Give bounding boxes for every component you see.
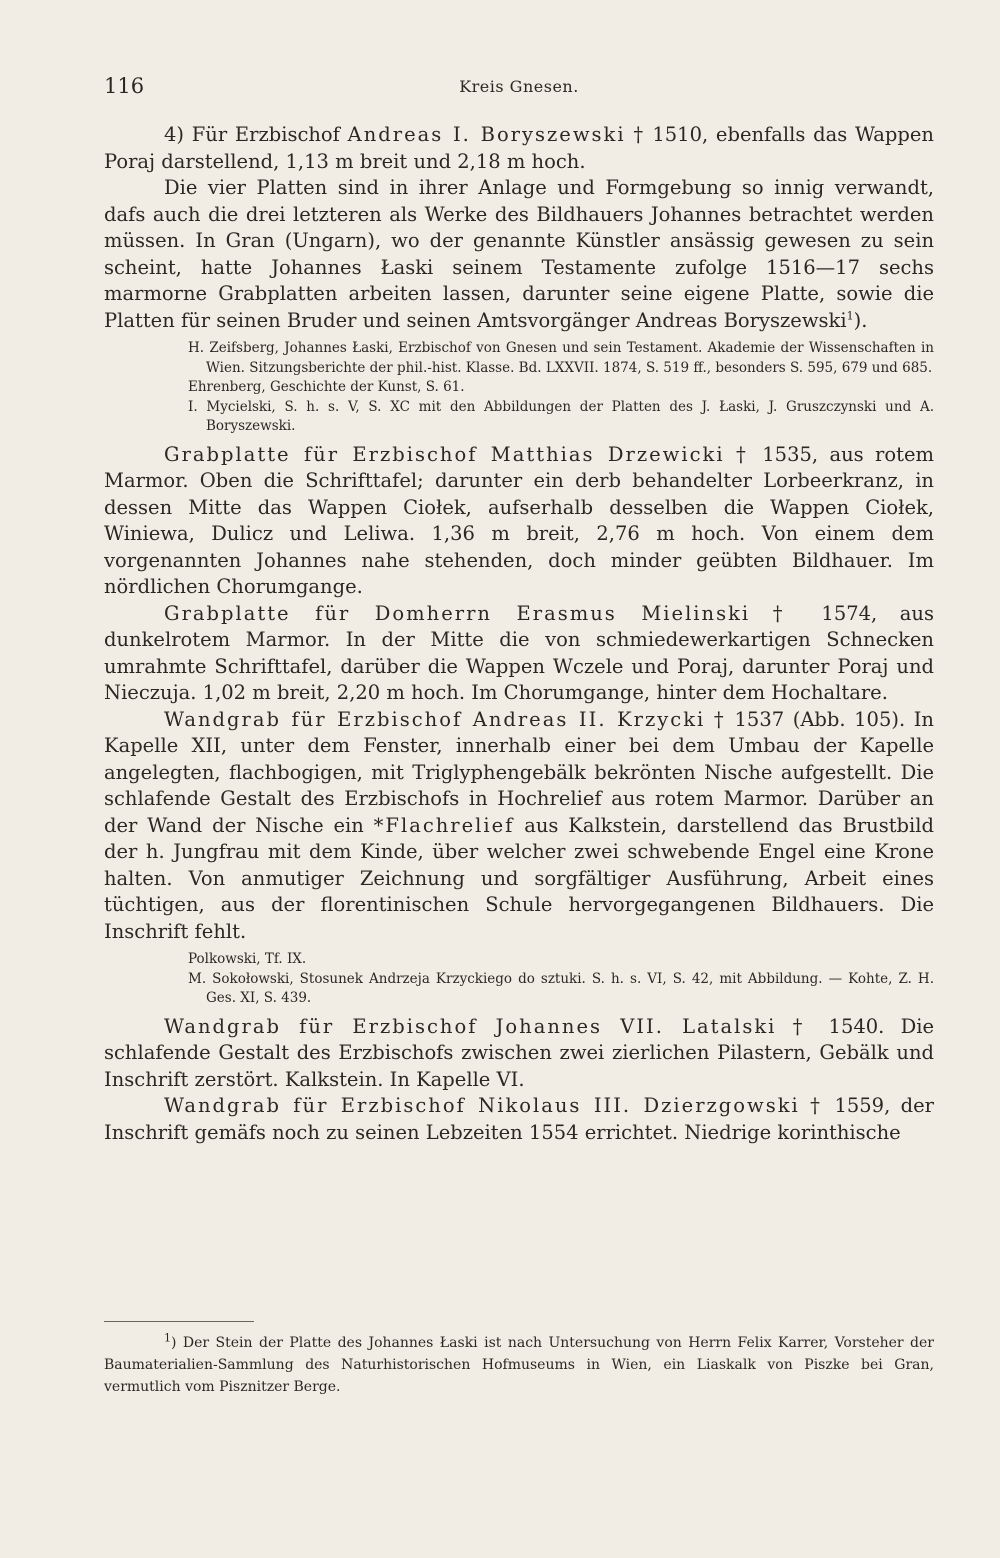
page-number: 116 xyxy=(104,74,145,98)
footnote xyxy=(104,1332,934,1398)
paragraph-mielinski xyxy=(104,601,934,707)
paragraph-latalski xyxy=(104,1014,934,1094)
footnote-text: ) Der Stein der Platte des Johannes Łaski ist nach Untersuchung von Herrn Felix Karrer, Vorsteher der Baumaterialien-Sammlung des Naturhistorischen Hofmuseums in Wien, ein Liaskalk von Piszke bei Gran, vermutlich vom Pisznitzer Berge. xyxy=(104,1335,934,1395)
text-span: † 1574, aus dunkelrotem Marmor. In der Mitte die von schmiedewerkartigen Schnecken umrahmte Schrifttafel, darüber die Wappen Wczele und Poraj, darunter Poraj und Nieczuja. 1,02 m breit, 2,20 m hoch. Im Chorumgange, hinter dem Hochaltare. xyxy=(104,601,934,704)
reference-item: Polkowski, Tf. IX. xyxy=(188,951,307,967)
paragraph-boryszewski xyxy=(104,122,934,175)
spaced-name: Grabplatte für Erzbischof Matthias Drzewicki xyxy=(164,442,725,466)
running-head: Kreis Gnesen. xyxy=(459,77,579,96)
text-span: aus Kalkstein, darstellend das Brustbild der h. Jungfrau mit dem Kinde, über welcher zwei schwebende Engel eine Krone halten. Von anmutiger Zeichnung und sorgfältiger Ausführung, Arbeit eines tüchtigen, aus der florentinischen Schule hervorgegangenen Bildhauers. Die Inschrift fehlt. xyxy=(104,813,934,943)
spaced-name: Andreas I. Boryszewski xyxy=(347,123,626,146)
spaced-name: Grabplatte für Domherrn Erasmus Mielinski xyxy=(164,601,751,625)
reference-item: I. Mycielski, S. h. s. V, S. XC mit den Abbildungen der Platten des J. Łaski, J. Gruszczynski und A. Boryszewski. xyxy=(188,398,934,434)
text-span: † 1540. Die schlafende Gestalt des Erzbischofs zwischen zwei zierlichen Pilastern, Gebälk und Inschrift zerstört. Kalkstein. In Kapelle VI. xyxy=(104,1014,934,1091)
footnote-divider xyxy=(104,1321,254,1322)
spaced-name: Wandgrab für Erzbischof Nikolaus III. Dzierzgowski xyxy=(164,1094,800,1117)
page-header xyxy=(104,74,934,104)
paragraph-dzierzgowski xyxy=(104,1093,934,1146)
spaced-name: Wandgrab für Erzbischof Johannes VII. Latalski xyxy=(164,1014,777,1038)
footnote-marker: 1 xyxy=(164,1331,171,1345)
text-span: † 1535, aus rotem Marmor. Oben die Schrifttafel; darunter ein derb behandelter Lorbeerkranz, in dessen Mitte das Wappen Ciołek, aufserhalb desselben die Wappen Ciołek, Winiewa, Dulicz und Leliwa. 1,36 m breit, 2,76 m hoch. Von einem dem vorgenannten Johannes nahe stehenden, doch minder geübten Bildhauer. Im nördlichen Chorumgange. xyxy=(104,442,934,598)
text-span: † 1510, ebenfalls das Wappen Poraj darstellend, 1,13 m breit und 2,18 m hoch. xyxy=(104,123,934,173)
paragraph-drzewicki xyxy=(104,442,934,601)
paragraph-four-plates xyxy=(104,175,934,334)
spaced-name: Wandgrab für Erzbischof Andreas II. Krzycki xyxy=(164,707,706,731)
text-span: Die vier Platten sind in ihrer Anlage und Formgebung so innig verwandt, dafs auch die drei letzteren als Werke des Bildhauers Johannes betrachtet werden müssen. In Gran (Ungarn), wo der genannte Künstler ansässig gewesen zu sein scheint, hatte Johannes Łaski seinem Testamente zufolge 1516—17 sechs marmorne Grabplatten arbeiten lassen, darunter seine eigene Platte, sowie die Platten für seinen Bruder und seinen Amtsvorgänger Andreas Boryszewski xyxy=(104,176,934,332)
reference-item: M. Sokołowski, Stosunek Andrzeja Krzyckiego do sztuki. S. h. s. VI, S. 42, mit Abbildung. — Kohte, Z. H. Ges. XI, S. 439. xyxy=(188,970,934,1006)
footnote-ref[interactable]: 1 xyxy=(846,309,854,322)
reference-item: Ehrenberg, Geschichte der Kunst, S. 61. xyxy=(188,379,465,395)
main-text xyxy=(104,122,934,1146)
text-span: ). xyxy=(853,308,868,332)
reference-item: H. Zeifsberg, Johannes Łaski, Erzbischof von Gnesen und sein Testament. Akademie der Wissenschaften in Wien. Sitzungsberichte der phil.-hist. Klasse. Bd. LXXVII. 1874, S. 519 ff., besonders S. 595, 679 und 685. xyxy=(188,340,934,376)
spaced-term: *Flachrelief xyxy=(373,813,515,837)
paragraph-krzycki xyxy=(104,707,934,946)
text-span: 4) Für Erzbischof xyxy=(164,123,348,146)
text-span: † 1537 (Abb. 105). In Kapelle XII, unter dem Fenster, innerhalb einer bei dem Umbau der Kapelle angelegten, flachbogigen, mit Triglyphengebälk bekrönten Nische aufgestellt. Die schlafende Gestalt des Erzbischofs in Hochrelief aus rotem Marmor. Darüber an der Wand der Nische ein xyxy=(104,707,934,837)
text-span: † 1559, der Inschrift gemäfs noch zu seinen Lebzeiten 1554 errichtet. Niedrige korinthische xyxy=(104,1094,935,1144)
